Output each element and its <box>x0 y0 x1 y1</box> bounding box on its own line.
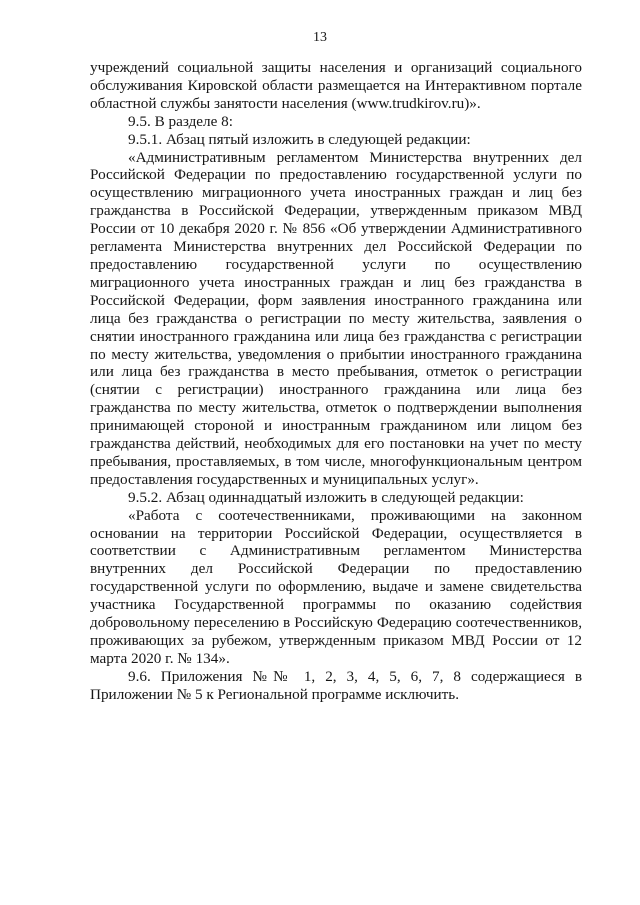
paragraph-item-9-5-1: 9.5.1. Абзац пятый изложить в следующей редакции: <box>128 130 471 148</box>
document-body <box>90 59 582 704</box>
paragraph-item-9-5: 9.5. В разделе 8: <box>128 112 233 130</box>
paragraph-item-9-6: 9.6. Приложения №№ 1, 2, 3, 4, 5, 6, 7, 8 содержащиеся в Приложении № 5 к Региональной программе исключить. <box>90 667 582 703</box>
paragraph-item-9-5-2: 9.5.2. Абзац одиннадцатый изложить в следующей редакции: <box>128 488 524 506</box>
paragraph-quote-regulation-856: «Административным регламентом Министерства внутренних дел Российской Федерации по предоставлению государственной услуги по осуществлению миграционного учета иностранных граждан и лиц без гражданства в Российской Федерации, утвержденным приказом МВД России от 10 декабря 2020 г. № 856 «Об утверждении Административного регламента Министерства внутренних дел Российской Федерации по предоставлению государственной услуги по осуществлению миграционного учета иностранных граждан и лиц без гражданства в Российской Федерации, форм заявления иностранного гражданина или лица без гражданства о регистрации по месту жительства, заявления о снятии иностранного гражданина или лица без гражданства с регистрации по месту жительства, уведомления о прибытии иностранного гражданина или лица без гражданства в место пребывания, отметок о регистрации (снятии с регистрации) иностранного гражданина или лица без гражданства по месту жительства, отметок о подтверждении выполнения принимающей стороной и иностранным гражданином или лицом без гражданства действий, необходимых для его постановки на учет по месту пребывания, проставляемых, в том числе, многофункциональным центром предоставления государственных и муниципальных услуг». <box>90 148 582 488</box>
page-number: 13 <box>313 30 327 45</box>
paragraph-continuation: учреждений социальной защиты населения и организаций социального обслуживания Кировской области размещается на Интерактивном портале областной службы занятости населения (www.trudkirov.ru)». <box>90 59 582 112</box>
paragraph-quote-compatriots: «Работа с соотечественниками, проживающими на законном основании на территории Российской Федерации, осуществляется в соответствии с Административным регламентом Министерства внутренних дел Российской Федерации по предоставлению государственной услуги по оформлению, выдаче и замене свидетельства участника Государственной программы по оказанию содействия добровольному переселению в Российскую Федерацию соотечественников, проживающих за рубежом, утвержденным приказом МВД России от 12 марта 2020 г. № 134». <box>90 506 582 667</box>
